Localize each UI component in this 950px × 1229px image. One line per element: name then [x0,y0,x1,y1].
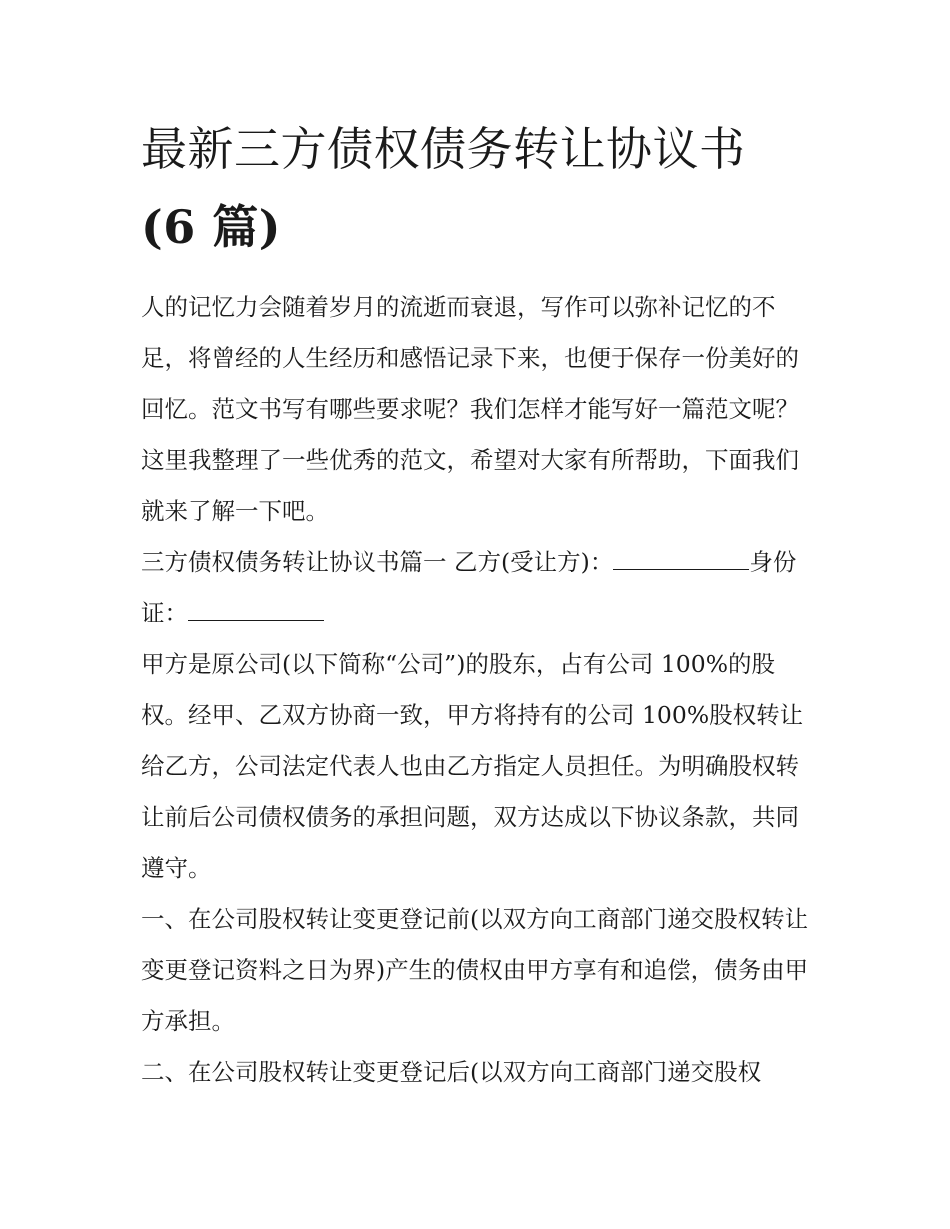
title-line-1: 最新三方债权债务转让协议书 [141,122,746,176]
document-body [141,110,813,1098]
party-b-blank-line [613,549,749,570]
id-blank-line [188,600,324,621]
party-b-label: 乙方(受让方)： [453,548,614,576]
shareholder-paragraph: 甲方是原公司(以下简称“公司”)的股东，占有公司 100%的股权。经甲、乙双方协商一致，甲方将持有的公司 100%股权转让给乙方，公司法定代表人也由乙方指定人员担任。为明确股权转让前后公司债权债务的承担问题，双方达成以下协议条款，共同遵守。 [141,650,804,882]
id-prefix: 身 [749,548,773,576]
section-1-heading: 三方债权债务转让协议书篇一 [141,548,447,576]
document-title [141,110,813,266]
title-line-2: (6 篇) [141,200,282,254]
clause-1-paragraph: 一、在公司股权转让变更登记前(以双方向工商部门递交股权转让变更登记资料之日为界)产生的债权由甲方享有和追偿，债务由甲方承担。 [141,905,809,1035]
intro-paragraph: 人的记忆力会随着岁月的流逝而衰退，写作可以弥补记忆的不足，将曾经的人生经历和感悟记录下来，也便于保存一份美好的回忆。范文书写有哪些要求呢？我们怎样才能写好一篇范文呢？这里我整理了一些优秀的范文，希望对大家有所帮助，下面我们就来了解一下吧。 [141,293,799,525]
section-1-paragraph [141,537,813,639]
clause-2-paragraph: 二、在公司股权转让变更登记后(以双方向工商部门递交股权 [141,1058,762,1086]
id-label: 份证： [141,548,797,627]
